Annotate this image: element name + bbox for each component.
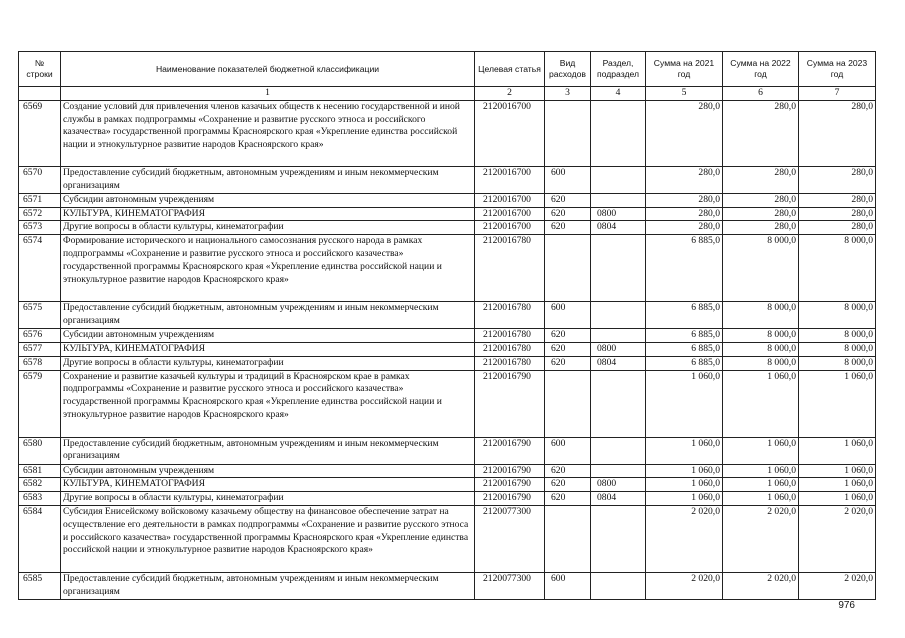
row-number: 6582 [19,478,61,492]
section-code [591,100,646,166]
sum-2023: 280,0 [799,100,876,166]
indicator-name: Другие вопросы в области культуры, кинематографии [61,492,475,506]
column-index: 3 [545,87,591,101]
table-row [19,370,876,437]
expense-type: 620 [545,221,591,235]
row-number: 6572 [19,207,61,221]
sum-2023: 2 020,0 [799,505,876,572]
expense-type [545,100,591,166]
expense-type: 600 [545,166,591,193]
sum-2023: 280,0 [799,193,876,207]
expense-type: 600 [545,437,591,464]
header-target-article: Целевая статья [475,52,545,87]
target-article: 2120016700 [475,166,545,193]
sum-2023: 8 000,0 [799,356,876,370]
target-article: 2120016780 [475,235,545,302]
sum-2022: 1 060,0 [723,370,799,437]
budget-table [18,51,876,600]
column-index: 1 [61,87,475,101]
expense-type [545,235,591,302]
indicator-name: Другие вопросы в области культуры, кинематографии [61,356,475,370]
row-number: 6583 [19,492,61,506]
sum-2021: 280,0 [646,100,723,166]
row-number: 6580 [19,437,61,464]
section-code: 0804 [591,356,646,370]
row-number: 6585 [19,572,61,599]
sum-2022: 2 020,0 [723,505,799,572]
target-article: 2120016790 [475,370,545,437]
expense-type [545,370,591,437]
expense-type: 620 [545,478,591,492]
sum-2023: 2 020,0 [799,572,876,599]
sum-2021: 280,0 [646,193,723,207]
sum-2023: 8 000,0 [799,329,876,343]
column-index: 7 [799,87,876,101]
indicator-name: Предоставление субсидий бюджетным, автономным учреждениям и иным некоммерческим организациям [61,437,475,464]
sum-2022: 8 000,0 [723,235,799,302]
section-code [591,505,646,572]
page-number: 976 [838,600,855,611]
row-number: 6581 [19,464,61,478]
column-index-row [19,87,876,101]
sum-2022: 1 060,0 [723,437,799,464]
row-number: 6573 [19,221,61,235]
target-article: 2120016780 [475,342,545,356]
sum-2022: 280,0 [723,100,799,166]
sum-2023: 8 000,0 [799,235,876,302]
row-number: 6570 [19,166,61,193]
indicator-name: Предоставление субсидий бюджетным, автономным учреждениям и иным некоммерческим организациям [61,302,475,329]
expense-type: 620 [545,356,591,370]
sum-2023: 280,0 [799,221,876,235]
sum-2021: 1 060,0 [646,478,723,492]
sum-2021: 6 885,0 [646,342,723,356]
sum-2022: 280,0 [723,193,799,207]
indicator-name: КУЛЬТУРА, КИНЕМАТОГРАФИЯ [61,478,475,492]
sum-2021: 1 060,0 [646,370,723,437]
indicator-name: КУЛЬТУРА, КИНЕМАТОГРАФИЯ [61,342,475,356]
sum-2022: 8 000,0 [723,329,799,343]
table-row [19,478,876,492]
sum-2021: 2 020,0 [646,505,723,572]
row-number: 6569 [19,100,61,166]
sum-2022: 2 020,0 [723,572,799,599]
sum-2023: 1 060,0 [799,437,876,464]
section-code: 0800 [591,342,646,356]
table-row [19,505,876,572]
header-sum-2021: Сумма на 2021 год [646,52,723,87]
table-row [19,464,876,478]
sum-2023: 8 000,0 [799,342,876,356]
indicator-name: Сохранение и развитие казачьей культуры и традиций в Красноярском крае в рамках подпрограммы «Сохранение и развитие русского этноса и российского казачества» государственной программы Красноярского края «Укрепление единства российской нации и этнокультурное развитие народов Красноярского края» [61,370,475,437]
target-article: 2120016790 [475,464,545,478]
row-number: 6579 [19,370,61,437]
section-code [591,235,646,302]
target-article: 2120016780 [475,356,545,370]
indicator-name: Субсидии автономным учреждениям [61,329,475,343]
indicator-name: Субсидии автономным учреждениям [61,464,475,478]
section-code [591,572,646,599]
target-article: 2120016700 [475,100,545,166]
expense-type: 620 [545,207,591,221]
sum-2021: 6 885,0 [646,235,723,302]
table-row [19,437,876,464]
table-row [19,193,876,207]
sum-2023: 280,0 [799,166,876,193]
header-expense-type: Вид расходов [545,52,591,87]
section-code: 0800 [591,207,646,221]
section-code [591,437,646,464]
column-index [19,87,61,101]
section-code [591,464,646,478]
target-article: 2120077300 [475,505,545,572]
target-article: 2120016790 [475,437,545,464]
sum-2021: 1 060,0 [646,492,723,506]
indicator-name: Субсидии автономным учреждениям [61,193,475,207]
sum-2021: 6 885,0 [646,329,723,343]
header-section: Раздел, подраздел [591,52,646,87]
row-number: 6584 [19,505,61,572]
expense-type: 620 [545,342,591,356]
sum-2022: 280,0 [723,207,799,221]
indicator-name: Предоставление субсидий бюджетным, автономным учреждениям и иным некоммерческим организациям [61,166,475,193]
sum-2022: 8 000,0 [723,342,799,356]
table-row [19,235,876,302]
header-indicator-name: Наименование показателей бюджетной классификации [61,52,475,87]
sum-2022: 1 060,0 [723,492,799,506]
indicator-name: Предоставление субсидий бюджетным, автономным учреждениям и иным некоммерческим организациям [61,572,475,599]
sum-2021: 1 060,0 [646,437,723,464]
table-row [19,342,876,356]
column-index: 6 [723,87,799,101]
expense-type: 620 [545,329,591,343]
column-index: 5 [646,87,723,101]
section-code: 0800 [591,478,646,492]
header-row-number: № строки [19,52,61,87]
header-sum-2022: Сумма на 2022 год [723,52,799,87]
indicator-name: Субсидия Енисейскому войсковому казачьему обществу на финансовое обеспечение затрат на осуществление его деятельности в рамках подпрограммы «Сохранение и развитие русского этноса и российского казачества» государственной программы Красноярского края «Укрепление единства российской нации и этнокультурное развитие народов Красноярского края» [61,505,475,572]
table-row [19,100,876,166]
row-number: 6574 [19,235,61,302]
table-row [19,207,876,221]
sum-2023: 1 060,0 [799,464,876,478]
target-article: 2120016700 [475,193,545,207]
sum-2023: 1 060,0 [799,492,876,506]
indicator-name: Формирование исторического и национального самосознания русского народа в рамках подпрограммы «Сохранение и развитие русского этноса и российского казачества» государственной программы Красноярского края «Укрепление единства российской нации и этнокультурное развитие народов Красноярского края» [61,235,475,302]
sum-2021: 6 885,0 [646,356,723,370]
target-article: 2120077300 [475,572,545,599]
sum-2022: 8 000,0 [723,302,799,329]
section-code [591,302,646,329]
indicator-name: Другие вопросы в области культуры, кинематографии [61,221,475,235]
target-article: 2120016780 [475,329,545,343]
sum-2022: 280,0 [723,221,799,235]
table-row [19,329,876,343]
section-code [591,193,646,207]
sum-2021: 280,0 [646,166,723,193]
sum-2021: 280,0 [646,207,723,221]
sum-2021: 280,0 [646,221,723,235]
row-number: 6576 [19,329,61,343]
column-index: 2 [475,87,545,101]
expense-type: 600 [545,302,591,329]
target-article: 2120016790 [475,478,545,492]
target-article: 2120016790 [475,492,545,506]
table-row [19,302,876,329]
expense-type [545,505,591,572]
row-number: 6577 [19,342,61,356]
table-row [19,166,876,193]
table-row [19,356,876,370]
column-index: 4 [591,87,646,101]
target-article: 2120016700 [475,221,545,235]
sum-2023: 8 000,0 [799,302,876,329]
expense-type: 620 [545,464,591,478]
section-code: 0804 [591,492,646,506]
sum-2023: 1 060,0 [799,370,876,437]
sum-2022: 280,0 [723,166,799,193]
sum-2021: 1 060,0 [646,464,723,478]
sum-2022: 1 060,0 [723,464,799,478]
expense-type: 600 [545,572,591,599]
sum-2021: 6 885,0 [646,302,723,329]
section-code [591,329,646,343]
indicator-name: КУЛЬТУРА, КИНЕМАТОГРАФИЯ [61,207,475,221]
sum-2022: 1 060,0 [723,478,799,492]
target-article: 2120016780 [475,302,545,329]
row-number: 6571 [19,193,61,207]
row-number: 6578 [19,356,61,370]
target-article: 2120016700 [475,207,545,221]
row-number: 6575 [19,302,61,329]
section-code [591,370,646,437]
indicator-name: Создание условий для привлечения членов казачьих обществ к несению государственной и иной службы в рамках подпрограммы «Сохранение и развитие русского этноса и российского казачества» государственной программы Красноярского края «Укрепление единства российской нации и этнокультурное развитие народов Красноярского края» [61,100,475,166]
table-row [19,492,876,506]
sum-2021: 2 020,0 [646,572,723,599]
header-sum-2023: Сумма на 2023 год [799,52,876,87]
section-code: 0804 [591,221,646,235]
expense-type: 620 [545,193,591,207]
section-code [591,166,646,193]
table-header-row [19,52,876,87]
sum-2022: 8 000,0 [723,356,799,370]
sum-2023: 1 060,0 [799,478,876,492]
table-row [19,221,876,235]
expense-type: 620 [545,492,591,506]
sum-2023: 280,0 [799,207,876,221]
table-row [19,572,876,599]
